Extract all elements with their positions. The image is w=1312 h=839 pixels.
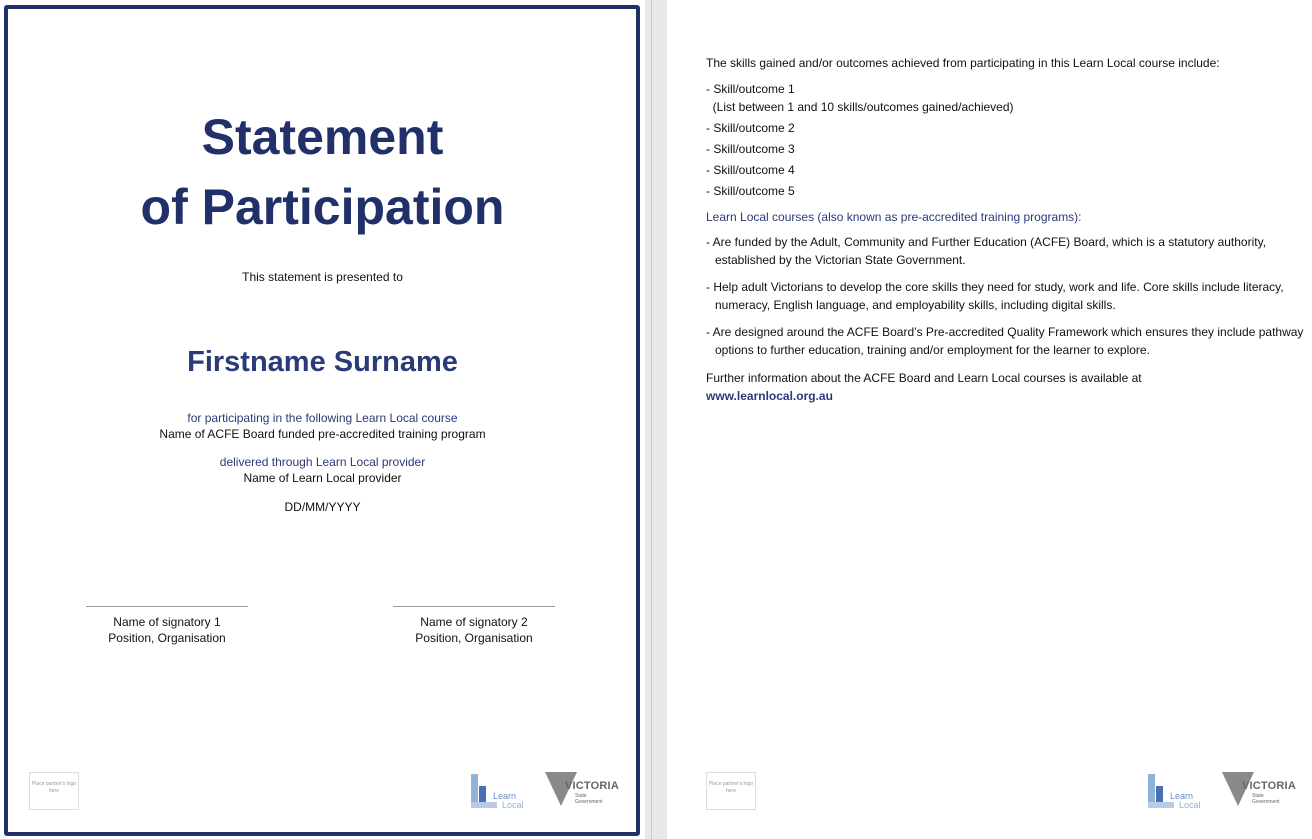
learn-local-logo-text-2: Local <box>502 800 524 810</box>
participation-text: for participating in the following Learn Local course <box>187 411 458 425</box>
learn-local-logo-text-1: Learn <box>493 791 517 801</box>
skill-item-5: - Skill/outcome 5 <box>706 184 795 198</box>
title-line-1: Statement <box>201 109 444 165</box>
skill-item-note: (List between 1 and 10 skills/outcomes gained/achieved) <box>706 100 1014 114</box>
certificate-front-page <box>0 0 645 839</box>
learn-local-logo-text-1: Learn <box>1170 791 1194 801</box>
learn-local-link[interactable]: www.learnlocal.org.au <box>706 389 833 403</box>
certificate-title <box>0 102 645 242</box>
signatory-2-position: Position, Organisation <box>415 631 533 645</box>
victoria-logo-subtext: State Government <box>1252 793 1280 805</box>
skill-item-1: - Skill/outcome 1 <box>706 82 795 96</box>
signatory-2-name: Name of signatory 2 <box>420 615 528 629</box>
victoria-logo-text: VICTORIA <box>1242 780 1296 792</box>
learn-local-logo-text-2: Local <box>1179 800 1201 810</box>
delivered-through-text: delivered through Learn Local provider <box>219 455 426 469</box>
provider-name: Name of Learn Local provider <box>243 471 402 485</box>
further-info-text: Further information about the ACFE Board and Learn Local courses is available at <box>706 371 1142 385</box>
recipient-name: Firstname Surname <box>187 346 458 378</box>
skill-item-4: - Skill/outcome 4 <box>706 163 795 177</box>
signatory-2-block <box>393 606 555 646</box>
skills-intro: The skills gained and/or outcomes achieved from participating in this Learn Local course include: <box>706 56 1220 70</box>
partner-logo-placeholder: Place partner's logo here <box>29 772 79 810</box>
info-bullet-2: - Help adult Victorians to develop the core skills they need for study, work and life. Core skills include literacy, numeracy, English language, and employability skills, including digital skills. <box>706 280 1284 312</box>
info-bullet-3: - Are designed around the ACFE Board’s Pre-accredited Quality Framework which ensures they include pathway options to further education, training and/or employment for the learner to explore. <box>706 325 1304 357</box>
signatory-1-block <box>86 606 248 646</box>
title-line-2: of Participation <box>140 179 505 235</box>
presented-to-text: This statement is presented to <box>242 270 403 284</box>
signature-line <box>393 606 555 607</box>
skill-item-3: - Skill/outcome 3 <box>706 142 795 156</box>
page-separator <box>651 0 652 839</box>
signatory-1-position: Position, Organisation <box>108 631 226 645</box>
learn-local-logo <box>471 772 531 812</box>
victoria-government-logo <box>545 772 619 812</box>
signature-line <box>86 606 248 607</box>
victoria-logo-subtext: State Government <box>575 793 603 805</box>
further-info <box>706 369 1296 405</box>
skill-item-2: - Skill/outcome 2 <box>706 121 795 135</box>
page-gap <box>645 0 667 839</box>
date-field: DD/MM/YYYY <box>284 500 361 514</box>
partner-logo-placeholder: Place partner's logo here <box>706 772 756 810</box>
certificate-back-page <box>667 0 1312 839</box>
victoria-government-logo <box>1222 772 1296 812</box>
learn-local-logo <box>1148 772 1208 812</box>
victoria-logo-text: VICTORIA <box>565 780 619 792</box>
courses-heading: Learn Local courses (also known as pre-accredited training programs): <box>706 210 1082 224</box>
signatory-1-name: Name of signatory 1 <box>113 615 221 629</box>
info-bullet-1: - Are funded by the Adult, Community and Further Education (ACFE) Board, which is a statutory authority, established by the Victorian State Government. <box>706 235 1267 267</box>
course-name: Name of ACFE Board funded pre-accredited training program <box>159 427 486 441</box>
